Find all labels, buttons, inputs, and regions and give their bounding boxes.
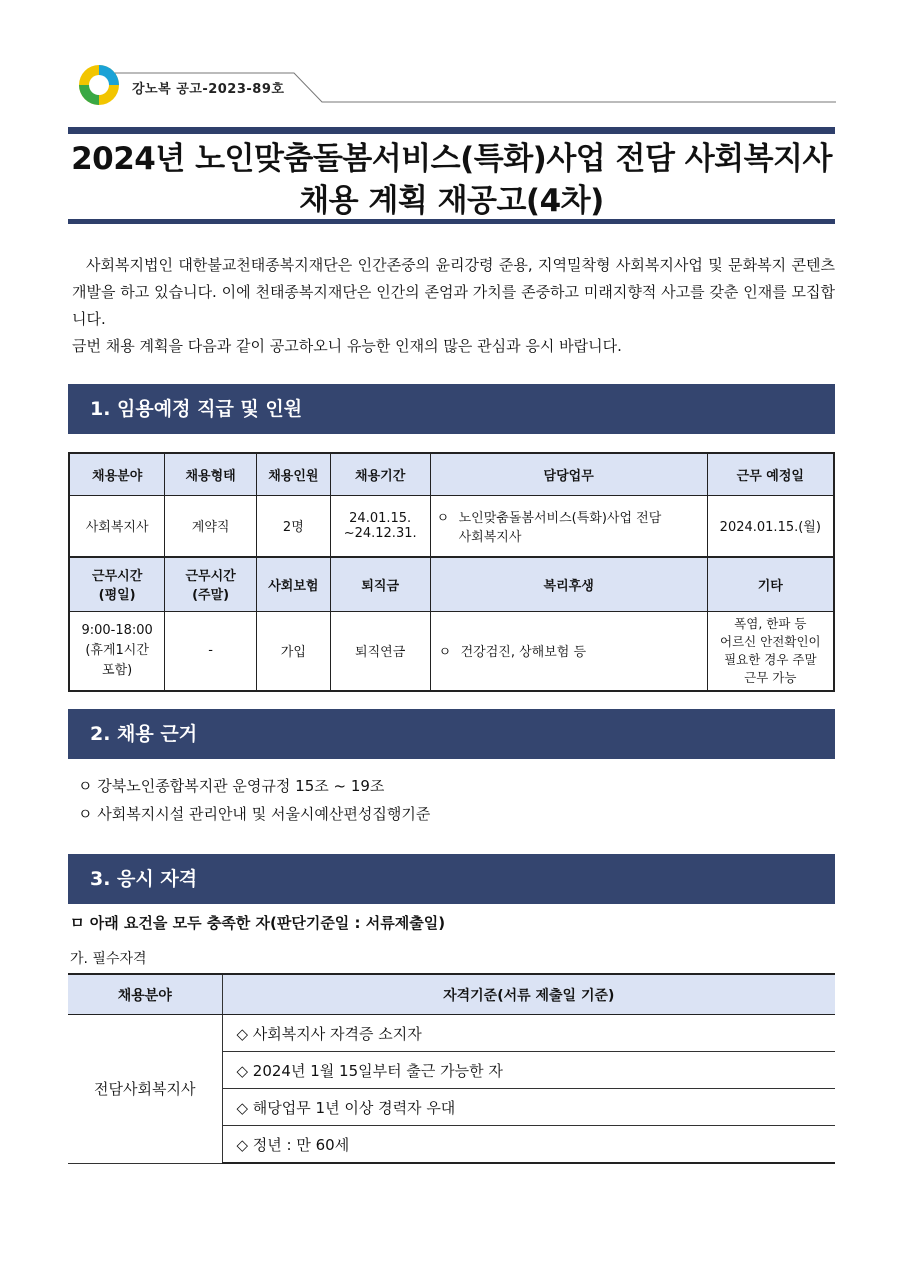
requirement-note: ㅁ 아래 요건을 모두 충족한 자(판단기준일 : 서류제출일) [70,914,446,932]
etc-line-3: 필요한 경우 주말 [724,651,817,667]
welfare-text: 건강검진, 상해보험 등 [460,645,587,661]
weekday-hours-3: 포함) [102,662,133,678]
qualification-table [68,973,835,1164]
weekday-hours-1: 9:00-18:00 [81,622,153,638]
col-severance: 퇴직금 [330,557,430,611]
severance-value: 퇴직연금 [330,611,430,691]
duty-bullet: ㅇ [436,510,450,526]
col-count: 채용인원 [256,453,330,495]
intro-paragraph-2: 금번 채용 계획을 다음과 같이 공고하오니 유능한 인재의 많은 관심과 응시 바랍니다. [72,337,622,355]
intro-text [72,252,835,360]
title-bottom-rule [68,219,835,224]
title-line-1: 2024년 노인맞춤돌봄서비스(특화)사업 전담 사회복지사 [71,141,832,177]
count-value: 2명 [256,495,330,557]
basis-list [78,772,430,828]
intro-paragraph-1: 사회복지법인 대한불교천태종복지재단은 인간존중의 윤리강령 준용, 지역밀착형 사회복지사업 및 문화복지 콘텐츠 개발을 하고 있습니다. 이에 천태종복지재단은 인간의 존엄과 가치를 존중하고 미래지향적 사고를 갖춘 인재를 모집합니다. [72,256,835,328]
criterion-2: ◇ 2024년 1월 15일부터 출근 가능한 자 [222,1052,835,1089]
col-duty: 담당업무 [430,453,707,495]
col-field: 채용분야 [69,453,165,495]
duty-line-2: 사회복지사 [458,529,522,545]
section-2-header: 2. 채용 근거 [68,709,835,759]
etc-value [707,611,834,691]
page-title [68,138,835,222]
start-date-value: 2024.01.15.(월) [707,495,834,557]
welfare-value [430,611,707,691]
insurance-value: 가입 [256,611,330,691]
weekend-hours-value: - [165,611,257,691]
weekday-hours-label-1: 근무시간 [92,569,143,585]
col-weekend-hours [165,557,257,611]
section-1-header: 1. 임용예정 직급 및 인원 [68,384,835,434]
etc-line-1: 폭염, 한파 등 [734,615,807,631]
col-qual-criteria: 자격기준(서류 제출일 기준) [222,974,835,1015]
position-table-row [69,495,834,557]
col-qual-field: 채용분야 [68,974,222,1015]
weekday-hours-2: (휴게1시간 [85,642,149,658]
col-start-date: 근무 예정일 [707,453,834,495]
weekday-hours-value [69,611,165,691]
required-qualifications-heading: 가. 필수자격 [70,951,147,967]
col-welfare: 복리후생 [430,557,707,611]
etc-line-2: 어르신 안전확인이 [720,633,821,649]
weekend-hours-label-1: 근무시간 [185,569,236,585]
duty-value [430,495,707,557]
conditions-table-row [69,611,834,691]
type-value: 계약직 [165,495,257,557]
criterion-4: ◇ 정년 : 만 60세 [222,1126,835,1164]
basis-item-1: ㅇ 강북노인종합복지관 운영규정 15조 ~ 19조 [78,777,385,795]
field-value: 사회복지사 [69,495,165,557]
period-value [330,495,430,557]
period-end: ~24.12.31. [343,525,417,541]
section-3-header: 3. 응시 자격 [68,854,835,904]
criterion-1: ◇ 사회복지사 자격증 소지자 [222,1015,835,1052]
title-top-rule [68,127,835,134]
col-insurance: 사회보험 [256,557,330,611]
qual-field-value: 전담사회복지사 [68,1015,222,1164]
welfare-bullet: ㅇ [438,645,452,661]
conditions-table-header [69,557,834,611]
position-table-header [69,453,834,495]
criterion-3: ◇ 해당업무 1년 이상 경력자 우대 [222,1089,835,1126]
weekday-hours-label-2: (평일) [98,588,136,604]
basis-item-2: ㅇ 사회복지시설 관리안내 및 서울시예산편성집행기준 [78,805,431,823]
notice-number: 강노복 공고-2023-89호 [132,82,285,97]
col-type: 채용형태 [165,453,257,495]
qualification-row [68,1015,835,1052]
col-period: 채용기간 [330,453,430,495]
col-etc: 기타 [707,557,834,611]
foundation-logo-icon [76,62,122,108]
qualification-table-header [68,974,835,1015]
etc-line-4: 근무 가능 [744,669,797,685]
duty-line-1: 노인맞춤돌봄서비스(특화)사업 전담 [458,510,662,526]
col-weekday-hours [69,557,165,611]
position-table [68,452,835,692]
title-line-2: 채용 계획 재공고(4차) [299,183,604,219]
period-start: 24.01.15. [349,510,412,526]
weekend-hours-label-2: (주말) [192,588,230,604]
